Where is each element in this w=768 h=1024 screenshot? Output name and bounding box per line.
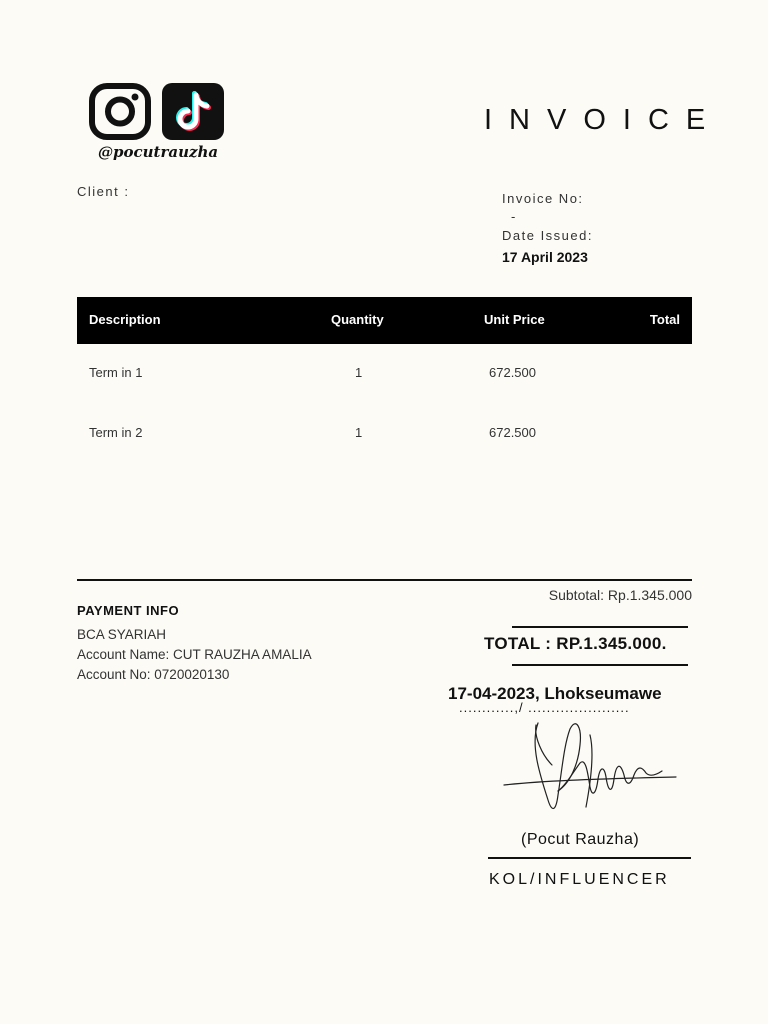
date-issued-label: Date Issued:: [502, 228, 593, 243]
table-row: [77, 365, 692, 389]
total-rule-top: [512, 626, 688, 628]
tiktok-icon: [162, 83, 224, 140]
bank-name: BCA SYARIAH: [77, 627, 167, 642]
account-name: Account Name: CUT RAUZHA AMALIA: [77, 647, 312, 662]
column-header-total: Total: [649, 312, 680, 327]
table-header: [77, 297, 692, 344]
invoice-number-label: Invoice No:: [502, 191, 584, 206]
row-unit-price: 672.500: [489, 365, 536, 380]
row-description: Term in 2: [89, 425, 143, 440]
column-header-unit-price: Unit Price: [484, 312, 545, 327]
table-row: [77, 425, 692, 449]
divider: [77, 579, 692, 581]
grand-total: TOTAL : RP.1.345.000.: [484, 634, 667, 653]
column-header-quantity: Quantity: [331, 312, 384, 327]
social-handle: @pocutrauzha: [98, 143, 219, 161]
row-unit-price: 672.500: [489, 425, 536, 440]
row-description: Term in 1: [89, 365, 143, 380]
row-quantity: 1: [355, 425, 363, 440]
payment-info-title: PAYMENT INFO: [77, 603, 180, 618]
signer-name: (Pocut Rauzha): [521, 831, 640, 848]
column-header-description: Description: [89, 312, 161, 327]
instagram-icon: [89, 83, 151, 140]
row-quantity: 1: [355, 365, 363, 380]
date-issued-value: 17 April 2023: [502, 249, 588, 265]
invoice-title: INVOICE: [484, 104, 723, 136]
signer-rule: [488, 857, 691, 859]
signer-role: KOL/INFLUENCER: [489, 871, 670, 888]
client-label: Client :: [77, 184, 130, 199]
invoice-number-value: -: [511, 209, 516, 224]
subtotal: Subtotal: Rp.1.345.000: [548, 587, 692, 603]
handwritten-signature: [500, 715, 680, 825]
place-and-date: 17-04-2023, Lhokseumawe: [448, 684, 662, 703]
account-number: Account No: 0720020130: [77, 667, 230, 682]
total-rule-bottom: [512, 664, 688, 666]
signature-dotted-line: ............,/ ......................: [459, 700, 630, 715]
